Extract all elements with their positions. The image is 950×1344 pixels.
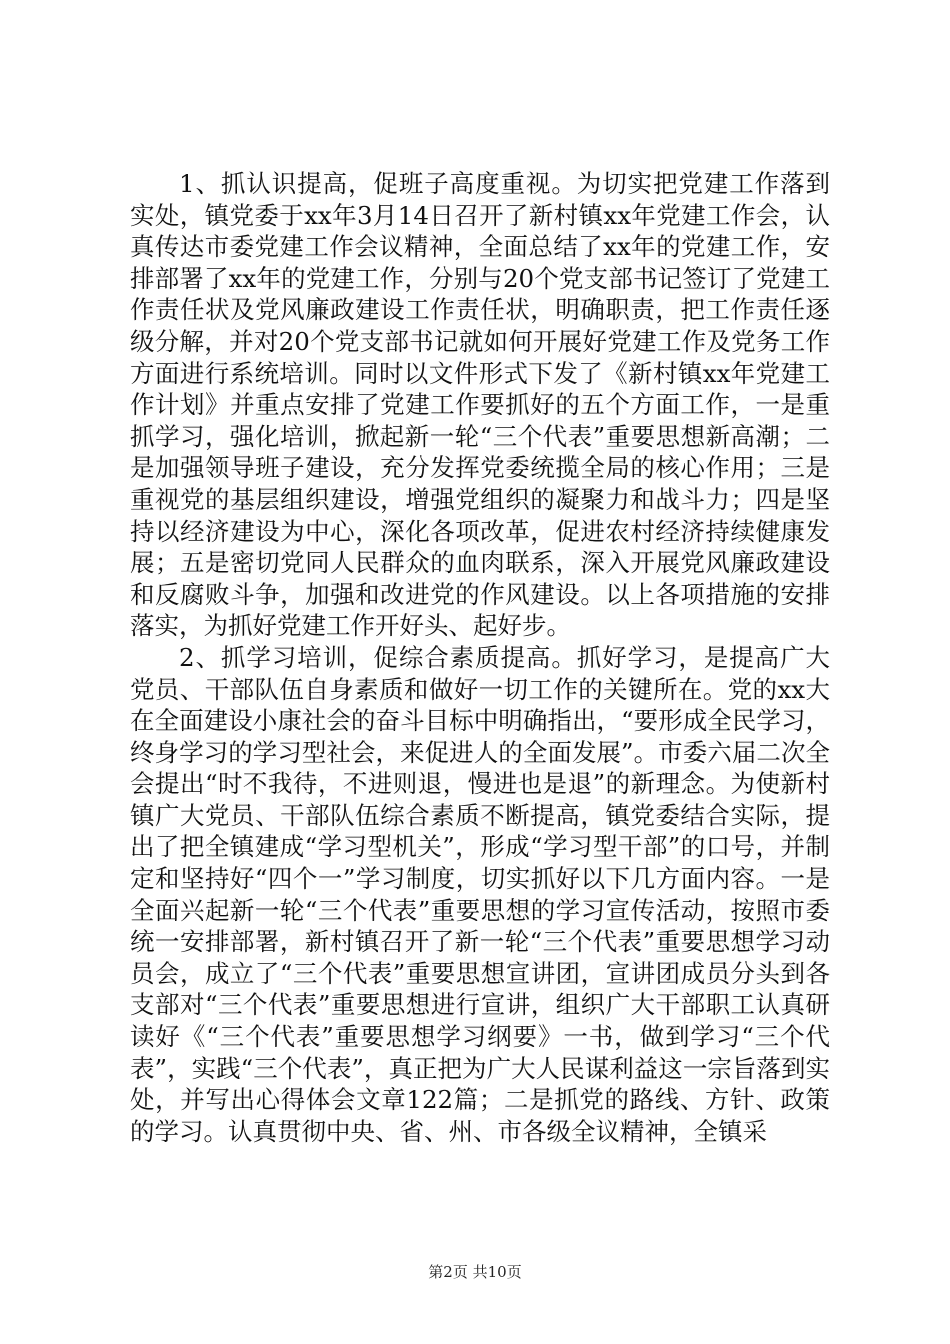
page-footer	[0, 1262, 950, 1282]
page-number-label: 第2页 共10页	[428, 1263, 522, 1281]
paragraph-1: 1、抓认识提高，促班子高度重视。为切实把党建工作落到实处，镇党委于xx年3月14日召开了新村镇xx年党建工作会，认真传达市委党建工作会议精神，全面总结了xx年的党建工作，安排部署了xx年的党建工作，分别与20个党支部书记签订了党建工作责任状及党风廉政建设工作责任状，明确职责，把工作责任逐级分解，并对20个党支部书记就如何开展好党建工作及党务工作方面进行系统培训。同时以文件形式下发了《新村镇xx年党建工作计划》并重点安排了党建工作要抓好的五个方面工作，一是重抓学习，强化培训，掀起新一轮“三个代表”重要思想新高潮；二是加强领导班子建设，充分发挥党委统揽全局的核心作用；三是重视党的基层组织建设，增强党组织的凝聚力和战斗力；四是坚持以经济建设为中心，深化各项改革，促进农村经济持续健康发展；五是密切党同人民群众的血肉联系，深入开展党风廉政建设和反腐败斗争，加强和改进党的作风建设。以上各项措施的安排落实，为抓好党建工作开好头、起好步。	[130, 169, 830, 641]
document-body	[130, 168, 830, 1147]
paragraph-2: 2、抓学习培训，促综合素质提高。抓好学习，是提高广大党员、干部队伍自身素质和做好一切工作的关键所在。党的xx大在全面建设小康社会的奋斗目标中明确指出，“要形成全民学习，终身学习的学习型社会，来促进人的全面发展”。市委六届二次全会提出“时不我待，不进则退，慢进也是退”的新理念。为使新村镇广大党员、干部队伍综合素质不断提高，镇党委结合实际，提出了把全镇建成“学习型机关”，形成“学习型干部”的口号，并制定和坚持好“四个一”学习制度，切实抓好以下几方面内容。一是全面兴起新一轮“三个代表”重要思想的学习宣传活动，按照市委统一安排部署，新村镇召开了新一轮“三个代表”重要思想学习动员会，成立了“三个代表”重要思想宣讲团，宣讲团成员分头到各支部对“三个代表”重要思想进行宣讲，组织广大干部职工认真研读好《“三个代表”重要思想学习纲要》一书，做到学习“三个代表”，实践“三个代表”，真正把为广大人民谋利益这一宗旨落到实处，并写出心得体会文章122篇；二是抓党的路线、方针、政策的学习。认真贯彻中央、省、州、市各级全议精神，全镇采	[130, 642, 830, 1146]
